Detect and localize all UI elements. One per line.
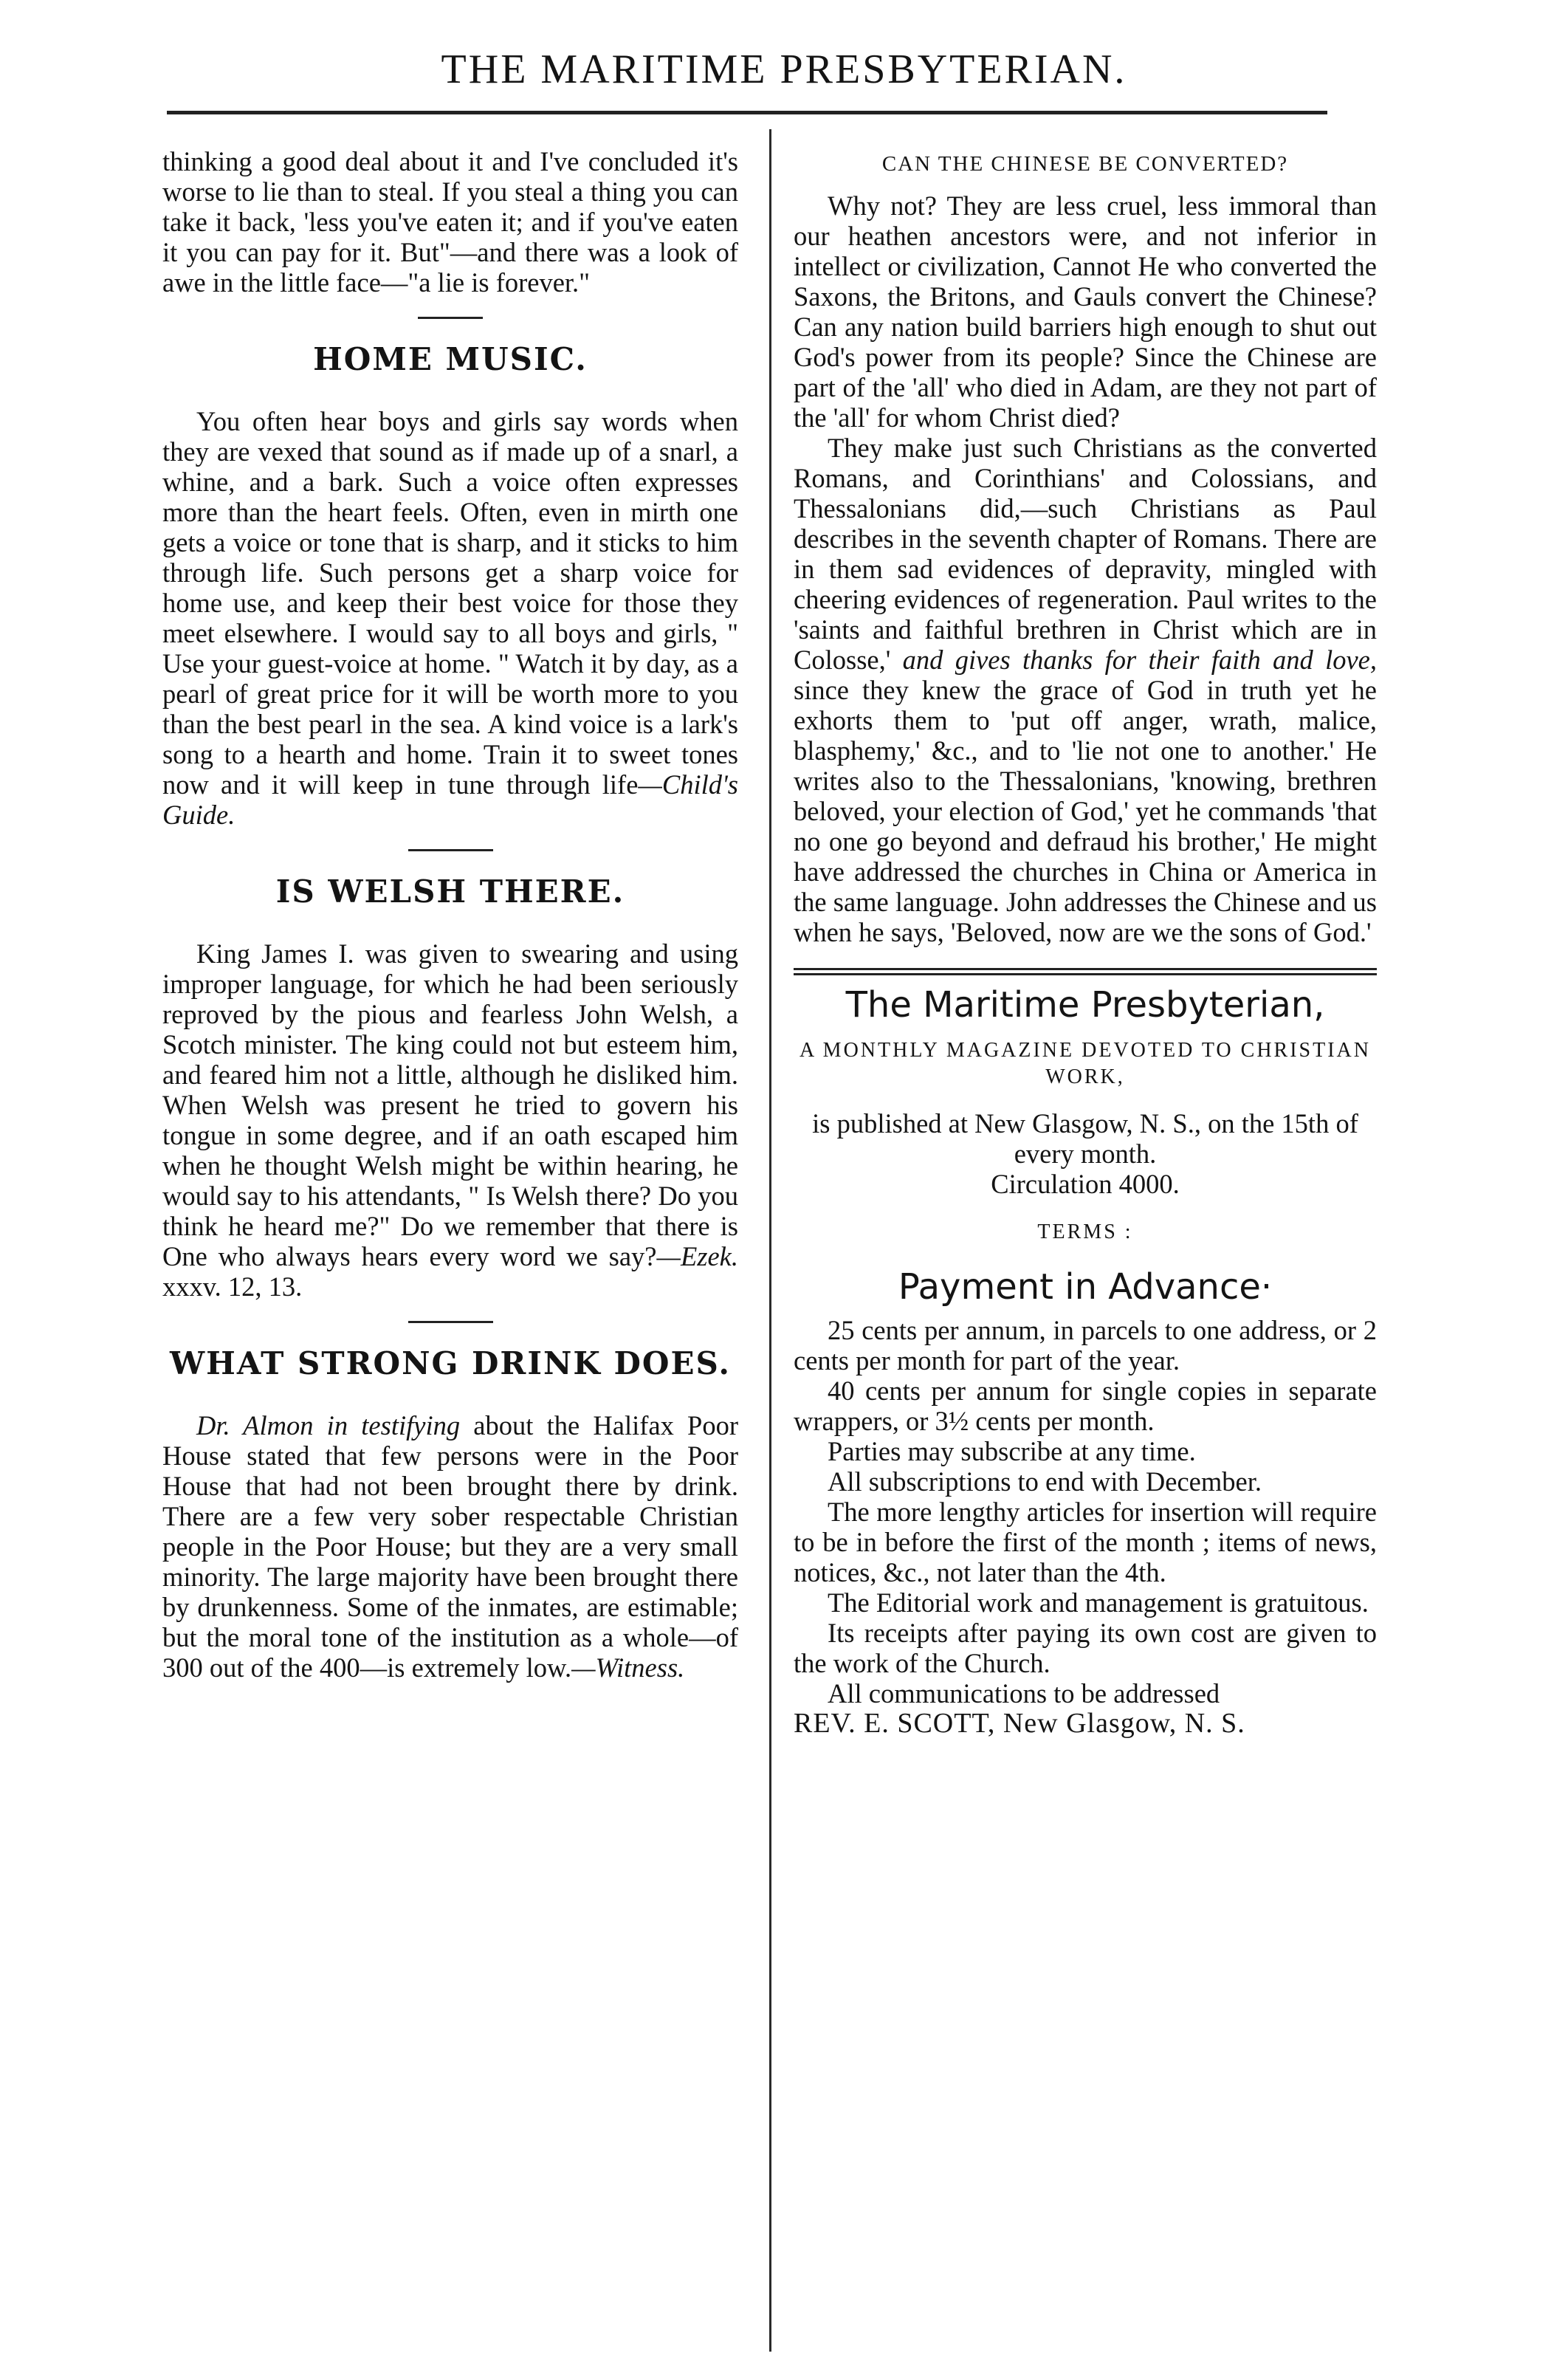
drink-title: WHAT STRONG DRINK DOES.	[170, 1345, 731, 1381]
welsh-body: King James I. was given to swearing and using improper language, for which he had been seriously reproved by the pious and fearless John Welsh, a Scotch minister. The king could not but esteem him, and feared him not a little, although he disliked him. When Welsh was present he tried to govern his tongue in some degree, and if an oath escaped him when he thought Welsh might be within hearing, he would say to his attendants, " Is Welsh there? Do you think he heard me?" Do we remember that there is One who always hears every word we say?—Ezek. xxxv. 12, 13.	[162, 938, 738, 1302]
magazine-subtitle: A MONTHLY MAGAZINE DEVOTED TO CHRISTIAN WORK,	[800, 1039, 1371, 1088]
welsh-reference: —Ezek.	[656, 1241, 738, 1271]
articles-deadline: The more lengthy articles for insertion will require to be in before the first of the month ; items of news, notices, &c., not later than the 4th.	[794, 1497, 1377, 1587]
right-column	[794, 146, 1377, 1739]
rate-parcels: 25 cents per annum, in parcels to one address, or 2 cents per month for part of the year.	[794, 1315, 1377, 1376]
home-music-body: You often hear boys and girls say words when they are vexed that sound as if made up of a snarl, a whine, and a bark. Such a voice often expresses more than the heart feels. Often, even in mirth one gets a voice or tone that is sharp, and it sticks to him through life. Such persons get a sharp voice for home use, and keep their best voice for those they meet elsewhere. I would say to all boys and girls, " Use your guest-voice at home. " Watch it by day, as a pearl of great price for it will be worth more to you than the best pearl in the sea. A kind voice is a lark's song to a hearth and home. Train it to sweet tones now and it will keep in tune through life—Child's Guide.	[162, 406, 738, 830]
drink-body: Dr. Almon in testifying about the Halifax Poor House stated that few persons were in the Poor House that had not been brought there by drink. There are a few very sober respectable Christian people in the Poor House; but they are a very small minority. The large majority have been brought there by drunkenness. Some of the inmates, are estimable; but the moral tone of the institution as a whole—of 300 out of the 400—is extremely low.—Witness.	[162, 1410, 738, 1683]
column-divider	[769, 129, 771, 2352]
receipts-note: Its receipts after paying its own cost are given to the work of the Church.	[794, 1618, 1377, 1678]
editor-address: REV. E. SCOTT, New Glasgow, N. S.	[794, 1708, 1245, 1739]
chinese-paragraph-1: Why not? They are less cruel, less immoral than our heathen ancestors were, and not inferior in intellect or civilization, Cannot He who converted the Saxons, the Britons, and Gauls convert the Chinese? Can any nation build barriers high enough to shut out God's power from its people? Since the Chinese are part of the 'all' who died in Adam, are they not part of the 'all' for whom Christ died?	[794, 190, 1377, 433]
header-rule	[167, 111, 1327, 114]
section-separator	[418, 317, 483, 319]
section-separator	[408, 849, 493, 851]
terms-label: TERMS :	[1037, 1220, 1133, 1243]
subscribe-note: Parties may subscribe at any time.	[828, 1436, 1196, 1466]
rate-single: 40 cents per annum for single copies in separate wrappers, or 3½ cents per month.	[794, 1376, 1377, 1436]
notice-rule	[794, 968, 1377, 975]
publication-info: is published at New Glasgow, N. S., on the 15th of every month.	[812, 1108, 1358, 1169]
left-column	[162, 146, 738, 1683]
drink-source: —Witness.	[571, 1652, 685, 1683]
editorial-note: The Editorial work and management is gratuitous.	[828, 1587, 1369, 1618]
chinese-title: CAN THE CHINESE BE CONVERTED?	[881, 152, 1289, 176]
section-separator	[408, 1321, 493, 1323]
circulation: Circulation 4000.	[991, 1169, 1180, 1199]
subscription-end: All subscriptions to end with December.	[828, 1466, 1262, 1497]
communications-note: All communications to be addressed	[828, 1678, 1220, 1709]
payment-heading: Payment in Advance·	[898, 1266, 1273, 1308]
home-music-source: —Child's Guide.	[162, 769, 738, 830]
welsh-title: IS WELSH THERE.	[275, 873, 625, 910]
magazine-title: The Maritime Presbyterian,	[845, 984, 1325, 1026]
home-music-title: HOME MUSIC.	[313, 341, 588, 377]
page-header: THE MARITIME PRESBYTERIAN.	[441, 47, 1127, 92]
chinese-paragraph-2: They make just such Christians as the converted Romans, and Corinthians' and Colossians, and Thessalonians did,—such Christians as Paul describes in the seventh chapter of Romans. There are in them sad evidences of depravity, mingled with cheering evidences of regeneration. Paul writes to the 'saints and faithful brethren in Christ which are in Colosse,' and gives thanks for their faith and love, since they knew the grace of God in truth yet he exhorts them to 'put off anger, wrath, malice, blasphemy,' &c., and to 'lie not one to another.' He writes also to the Thessalonians, 'knowing, brethren beloved, your election of God,' yet he commands 'that no one go beyond and defraud his brother,' He might have addressed the churches in China or America in the same language. John addresses the Chinese and us when he says, 'Beloved, now are we the sons of God.'	[794, 433, 1378, 947]
continued-paragraph: thinking a good deal about it and I've concluded it's worse to lie than to steal. If you steal a thing you can take it back, 'less you've eaten it; and if you've eaten it you can pay for it. But"—and there was a look of awe in the little face—"a lie is forever."	[162, 146, 738, 298]
